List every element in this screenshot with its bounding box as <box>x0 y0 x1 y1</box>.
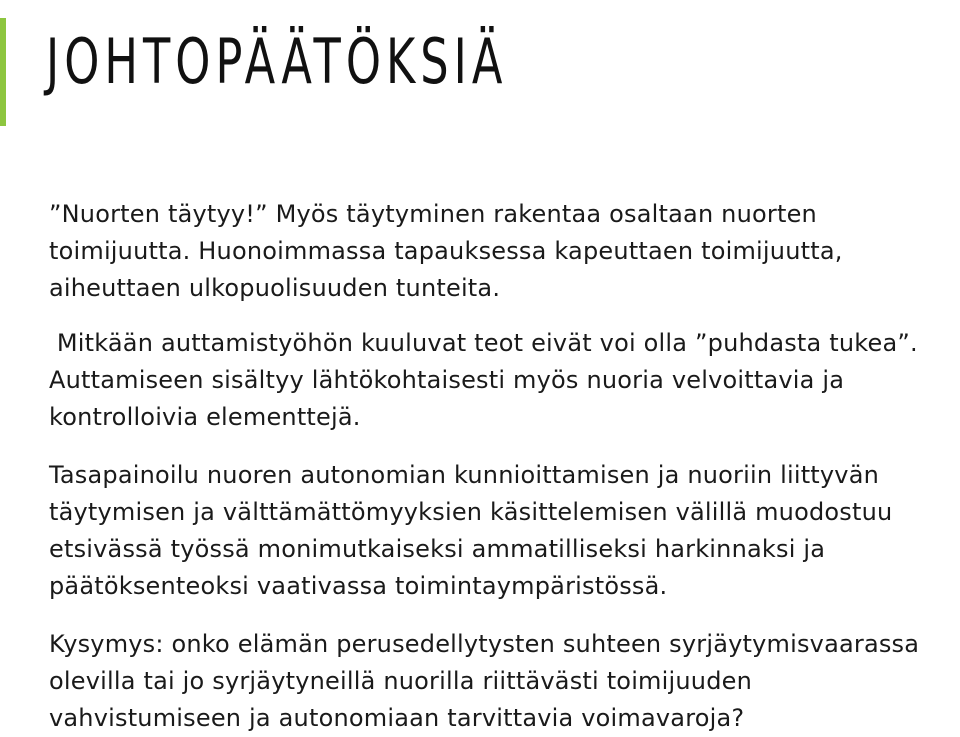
paragraph-line: Kysymys: onko elämän perusedellytysten suhteen syrjäytymisvaarassa <box>49 630 920 658</box>
slide-title: JOHTOPÄÄTÖKSIÄ <box>46 25 508 98</box>
slide-body <box>49 196 949 737</box>
paragraph-line: aiheuttaen ulkopuolisuuden tunteita. <box>49 274 501 302</box>
paragraph-line: Auttamiseen sisältyy lähtökohtaisesti myös nuoria velvoittavia ja <box>49 366 845 394</box>
paragraph-line: Tasapainoilu nuoren autonomian kunnioittamisen ja nuoriin liittyvän <box>49 461 880 489</box>
paragraph-line: kontrolloivia elementtejä. <box>49 403 361 431</box>
paragraph-3 <box>49 457 949 605</box>
paragraph-line: ”Nuorten täytyy!” Myös täytyminen rakentaa osaltaan nuorten <box>49 200 817 228</box>
accent-bar <box>0 18 6 126</box>
paragraph-1 <box>49 196 949 307</box>
paragraph-line: vahvistumiseen ja autonomiaan tarvittavia voimavaroja? <box>49 704 745 732</box>
paragraph-line: olevilla tai jo syrjäytyneillä nuorilla riittävästi toimijuuden <box>49 667 753 695</box>
paragraph-line: täytymisen ja välttämättömyyksien käsittelemisen välillä muodostuu <box>49 498 893 526</box>
paragraph-4 <box>49 626 949 737</box>
paragraph-2 <box>49 325 949 436</box>
paragraph-line: etsivässä työssä monimutkaiseksi ammatilliseksi harkinnaksi ja <box>49 535 826 563</box>
paragraph-line: päätöksenteoksi vaativassa toimintaympäristössä. <box>49 572 668 600</box>
paragraph-line: toimijuutta. Huonoimmassa tapauksessa kapeuttaen toimijuutta, <box>49 237 843 265</box>
paragraph-line: Mitkään auttamistyöhön kuuluvat teot eivät voi olla ”puhdasta tukea”. <box>49 329 918 357</box>
